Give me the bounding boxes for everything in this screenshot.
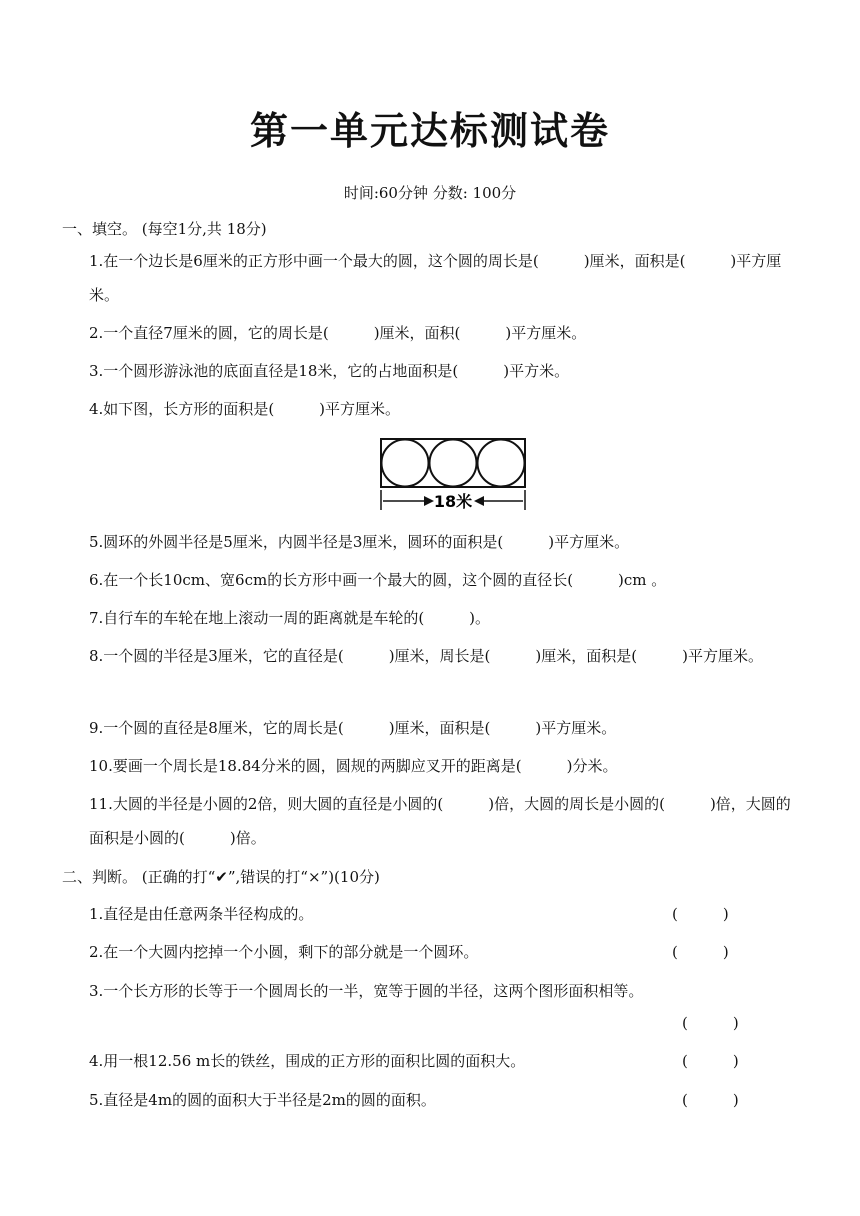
question-11: 11.大圆的半径是小圆的2倍，则大圆的直径是小圆的( )倍，大圆的周长是小圆的( )倍，大圆的面积是小圆的( )倍。 [89,795,791,847]
question-8: 8.一个圆的半径是3厘米，它的直径是( )厘米，周长是( )厘米，面积是( )平方厘米。 [89,647,763,665]
section-heading-fill-in: 一、填空。 (每空1分,共 18分) [62,220,267,238]
rectangle-circles-figure [380,438,528,514]
question-10: 10.要画一个周长是18.84分米的圆，圆规的两脚应叉开的距离是( )分米。 [89,757,618,775]
page-title: 第一单元达标测试卷 [249,109,610,153]
answer-paren-4: ( ) [682,1052,739,1070]
judge-question-1: 1.直径是由任意两条半径构成的。 [89,905,314,923]
answer-paren-1: ( ) [672,905,729,923]
question-1: 1.在一个边长是6厘米的正方形中画一个最大的圆，这个圆的周长是( )厘米，面积是( )平方厘米。 [89,252,782,304]
question-2: 2.一个直径7厘米的圆，它的周长是( )厘米，面积( )平方厘米。 [89,324,587,342]
question-6: 6.在一个长10cm、宽6cm的长方形中画一个最大的圆，这个圆的直径长( )cm 。 [89,571,667,589]
judge-question-4: 4.用一根12.56 m长的铁丝，围成的正方形的面积比圆的面积大。 [89,1052,526,1070]
answer-paren-2: ( ) [672,943,729,961]
judge-question-5: 5.直径是4m的圆的面积大于半径是2m的圆的面积。 [89,1091,436,1109]
exam-info: 时间:60分钟 分数: 100分 [343,184,517,202]
answer-paren-5: ( ) [682,1091,739,1109]
judge-question-2: 2.在一个大圆内挖掉一个小圆，剩下的部分就是一个圆环。 [89,943,479,961]
figure-length-label: 18米 [433,492,473,511]
question-4: 4.如下图，长方形的面积是( )平方厘米。 [89,400,401,418]
question-9: 9.一个圆的直径是8厘米，它的周长是( )厘米，面积是( )平方厘米。 [89,719,617,737]
answer-paren-3: ( ) [682,1014,739,1032]
question-3: 3.一个圆形游泳池的底面直径是18米，它的占地面积是( )平方米。 [89,362,570,380]
section-heading-true-false: 二、判断。 (正确的打“✔”,错误的打“×”)(10分) [62,868,380,886]
judge-question-3: 3.一个长方形的长等于一个圆周长的一半，宽等于圆的半径，这两个图形面积相等。 [89,982,644,1000]
question-7: 7.自行车的车轮在地上滚动一周的距离就是车轮的( )。 [89,609,491,627]
question-5: 5.圆环的外圆半径是5厘米，内圆半径是3厘米，圆环的面积是( )平方厘米。 [89,533,630,551]
